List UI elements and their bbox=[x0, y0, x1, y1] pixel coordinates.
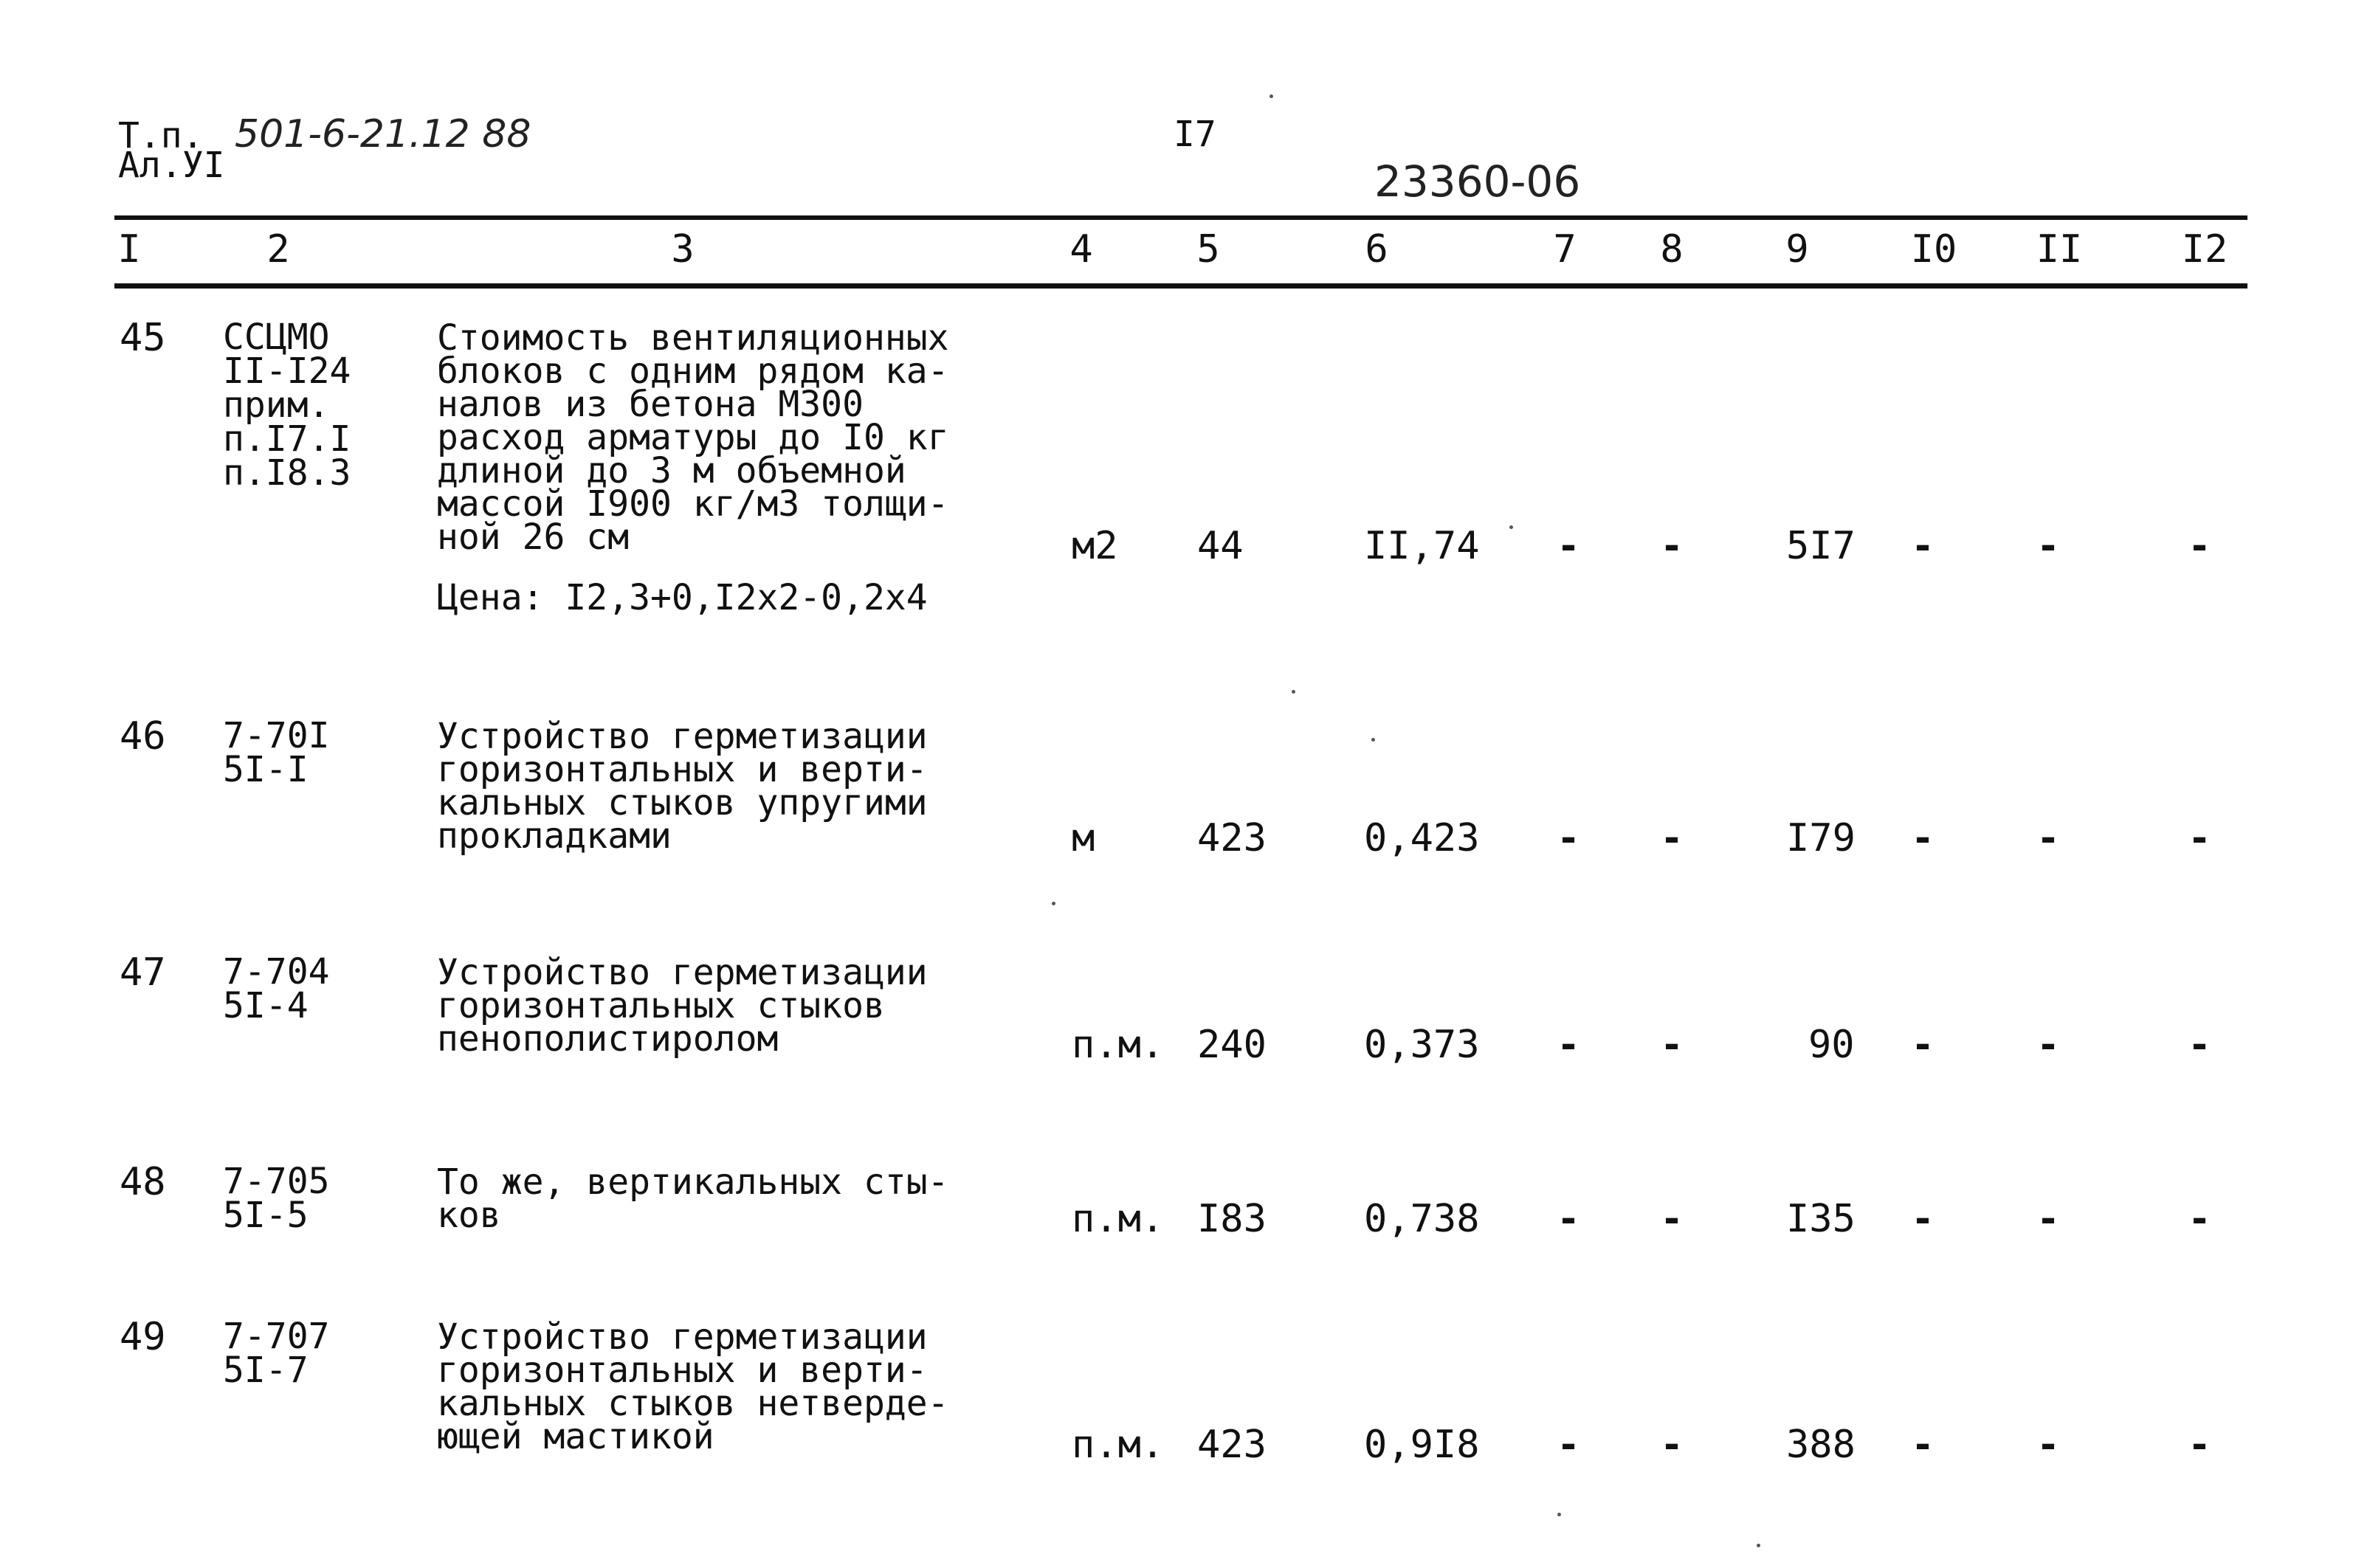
column-10-value: - bbox=[1911, 816, 1935, 860]
unit-value: II,74 bbox=[1364, 524, 1480, 568]
column-10-value: - bbox=[1911, 524, 1935, 568]
album-label: Ал.УI bbox=[118, 145, 225, 186]
column-header-7: 7 bbox=[1553, 227, 1577, 272]
work-description: Устройство герметизации горизонтальных и верти- кальных стыков нетверде- ющей мастикой bbox=[437, 1316, 949, 1457]
column-7-value: - bbox=[1557, 524, 1580, 568]
page-number: I7 bbox=[1174, 114, 1216, 155]
table-top-rule bbox=[114, 215, 2247, 220]
column-header-1: I bbox=[117, 227, 141, 272]
total-value: I79 bbox=[1786, 816, 1856, 860]
column-11-value: - bbox=[2036, 1423, 2060, 1467]
column-header-6: 6 bbox=[1365, 227, 1388, 272]
column-11-value: - bbox=[2036, 524, 2060, 568]
total-value: 388 bbox=[1786, 1423, 1856, 1467]
norm-code: 7-705 5I-5 bbox=[223, 1161, 330, 1236]
column-7-value: - bbox=[1557, 816, 1580, 860]
quantity: 240 bbox=[1197, 1023, 1267, 1067]
work-description: Стоимость вентиляционных блоков с одним рядом ка- налов из бетона М300 расход арматуры до I0 кг длиной до 3 м объемной массой I900 кг/м3 толщи- ной 26 см bbox=[437, 317, 949, 558]
scan-speck bbox=[1557, 1513, 1561, 1516]
scan-speck bbox=[1292, 690, 1295, 694]
column-header-12: I2 bbox=[2181, 227, 2228, 272]
total-value: 90 bbox=[1808, 1023, 1855, 1067]
row-number: 46 bbox=[120, 714, 166, 759]
tp-label: Т.п. bbox=[118, 115, 204, 156]
column-7-value: - bbox=[1557, 1023, 1580, 1067]
norm-code: 7-707 5I-7 bbox=[223, 1316, 330, 1391]
unit: п.м. bbox=[1072, 1197, 1165, 1241]
column-header-2: 2 bbox=[266, 227, 290, 272]
norm-code: 7-70I 5I-I bbox=[223, 715, 330, 790]
column-12-value: - bbox=[2188, 524, 2211, 568]
work-description: Устройство герметизации горизонтальных и верти- кальных стыков упругими прокладками bbox=[437, 716, 928, 857]
tp-number: 501-6-21.12 88 bbox=[235, 112, 531, 156]
column-10-value: - bbox=[1911, 1197, 1935, 1241]
row-number: 48 bbox=[120, 1160, 166, 1204]
norm-code: ССЦМО II-I24 прим. п.I7.I п.I8.3 bbox=[223, 317, 351, 494]
total-value: I35 bbox=[1786, 1197, 1856, 1241]
unit: м2 bbox=[1072, 524, 1118, 568]
column-11-value: - bbox=[2036, 1023, 2060, 1067]
column-header-3: 3 bbox=[671, 227, 695, 272]
scan-speck bbox=[1052, 902, 1055, 905]
column-10-value: - bbox=[1911, 1423, 1935, 1467]
document-number: 23360-06 bbox=[1374, 156, 1581, 207]
column-8-value: - bbox=[1660, 1197, 1684, 1241]
column-12-value: - bbox=[2188, 1023, 2211, 1067]
quantity: 423 bbox=[1197, 1423, 1267, 1467]
column-7-value: - bbox=[1557, 1423, 1580, 1467]
unit-value: 0,423 bbox=[1364, 816, 1480, 860]
column-header-11: II bbox=[2036, 227, 2083, 272]
row-number: 49 bbox=[120, 1315, 166, 1359]
column-11-value: - bbox=[2036, 1197, 2060, 1241]
price-formula: Цена: I2,3+0,I2х2-0,2х4 bbox=[437, 577, 928, 618]
column-header-5: 5 bbox=[1196, 227, 1220, 272]
unit: п.м. bbox=[1072, 1423, 1165, 1467]
scan-speck bbox=[1509, 525, 1513, 529]
unit: м bbox=[1072, 816, 1095, 860]
unit: п.м. bbox=[1072, 1023, 1165, 1067]
column-12-value: - bbox=[2188, 1197, 2211, 1241]
column-10-value: - bbox=[1911, 1023, 1935, 1067]
total-value: 5I7 bbox=[1786, 524, 1856, 568]
unit-value: 0,373 bbox=[1364, 1023, 1480, 1067]
scan-speck bbox=[1371, 738, 1375, 742]
scan-speck bbox=[1757, 1544, 1760, 1547]
column-8-value: - bbox=[1660, 1023, 1684, 1067]
unit-value: 0,9I8 bbox=[1364, 1423, 1480, 1467]
row-number: 45 bbox=[120, 316, 166, 360]
quantity: 44 bbox=[1197, 524, 1244, 568]
quantity: I83 bbox=[1197, 1197, 1267, 1241]
scan-speck bbox=[1269, 94, 1273, 98]
norm-code: 7-704 5I-4 bbox=[223, 951, 330, 1026]
quantity: 423 bbox=[1197, 816, 1267, 860]
table-header-rule bbox=[114, 283, 2247, 289]
column-8-value: - bbox=[1660, 816, 1684, 860]
column-7-value: - bbox=[1557, 1197, 1580, 1241]
column-header-4: 4 bbox=[1069, 227, 1093, 272]
column-header-10: I0 bbox=[1910, 227, 1957, 272]
work-description: То же, вертикальных сты- ков bbox=[437, 1161, 949, 1236]
column-8-value: - bbox=[1660, 1423, 1684, 1467]
row-number: 47 bbox=[120, 950, 166, 995]
column-header-9: 9 bbox=[1785, 227, 1809, 272]
column-header-8: 8 bbox=[1660, 227, 1684, 272]
column-12-value: - bbox=[2188, 816, 2211, 860]
column-8-value: - bbox=[1660, 524, 1684, 568]
unit-value: 0,738 bbox=[1364, 1197, 1480, 1241]
column-11-value: - bbox=[2036, 816, 2060, 860]
work-description: Устройство герметизации горизонтальных стыков пенополистиролом bbox=[437, 952, 928, 1060]
column-12-value: - bbox=[2188, 1423, 2211, 1467]
